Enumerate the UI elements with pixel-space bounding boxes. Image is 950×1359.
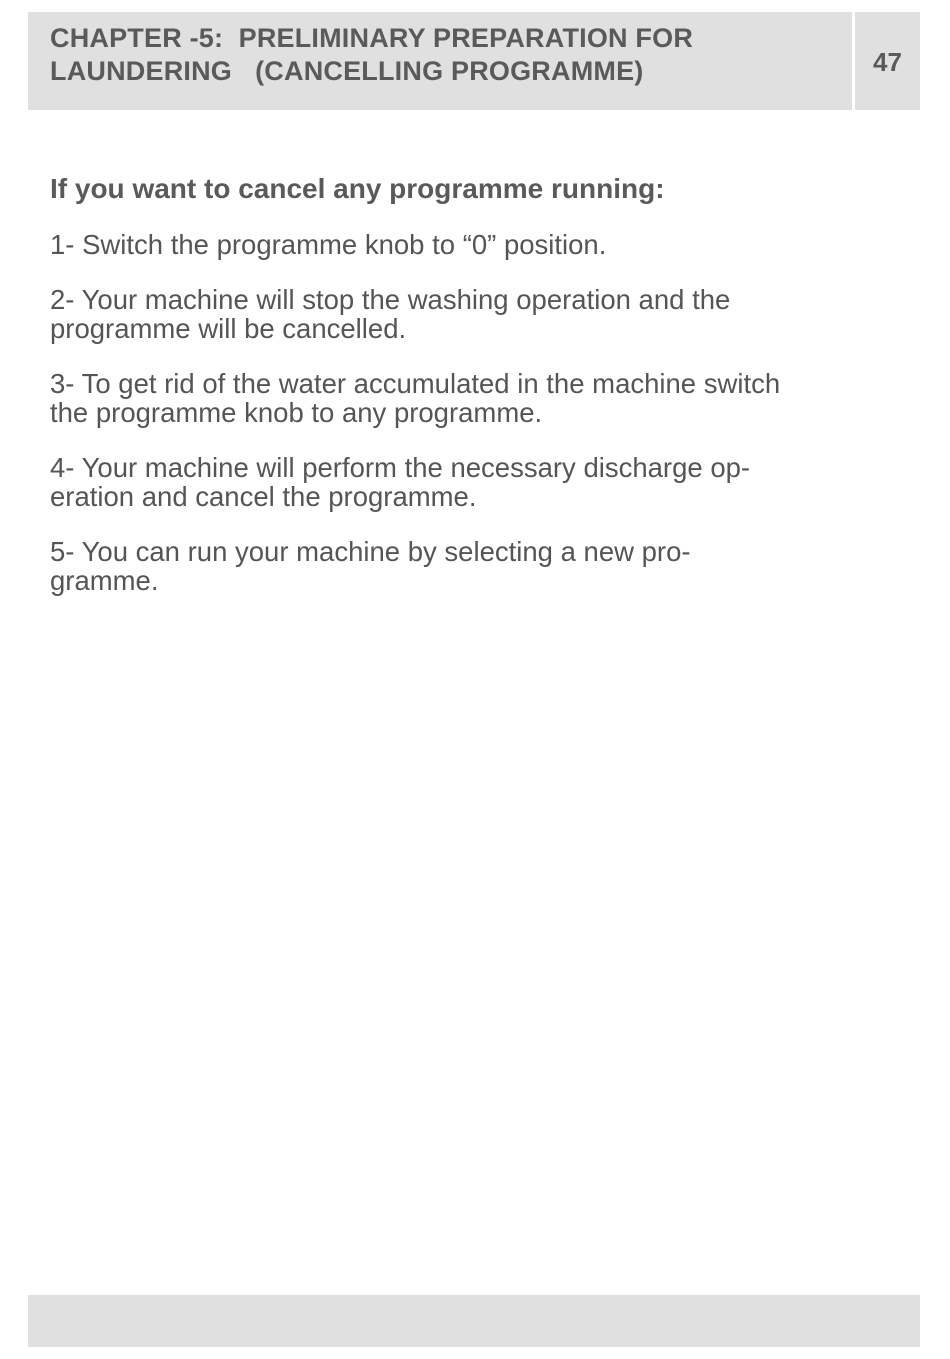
step-5-line-1: 5- You can run your machine by selecting a new pro- (50, 536, 691, 567)
page-content (50, 170, 890, 621)
section-heading: If you want to cancel any programme running: (50, 173, 665, 204)
step-2-line-1: 2- Your machine will stop the washing operation and the (50, 284, 731, 315)
step-3-line-1: 3- To get rid of the water accumulated in the machine switch (50, 368, 781, 399)
step-1-line-1: 1- Switch the programme knob to “0” position. (50, 229, 607, 260)
step-5-line-2: gramme. (50, 565, 159, 596)
step-4-line-2: eration and cancel the programme. (50, 481, 477, 512)
step-4 (50, 453, 890, 511)
step-2-line-2: programme will be cancelled. (50, 313, 407, 344)
step-3-line-2: the programme knob to any programme. (50, 397, 543, 428)
page-number: 47 (873, 47, 902, 77)
page-number-box (855, 12, 920, 110)
step-3 (50, 369, 890, 427)
step-1 (50, 230, 890, 259)
chapter-title-line-1: CHAPTER -5: PRELIMINARY PREPARATION FOR (50, 23, 694, 53)
chapter-header (28, 12, 920, 110)
footer-bar (28, 1295, 920, 1347)
step-5 (50, 537, 890, 595)
chapter-title (50, 22, 852, 88)
step-2 (50, 285, 890, 343)
chapter-title-box (28, 12, 852, 110)
step-4-line-1: 4- Your machine will perform the necessary discharge op- (50, 452, 751, 483)
chapter-title-line-2: LAUNDERING (CANCELLING PROGRAMME) (50, 56, 644, 86)
